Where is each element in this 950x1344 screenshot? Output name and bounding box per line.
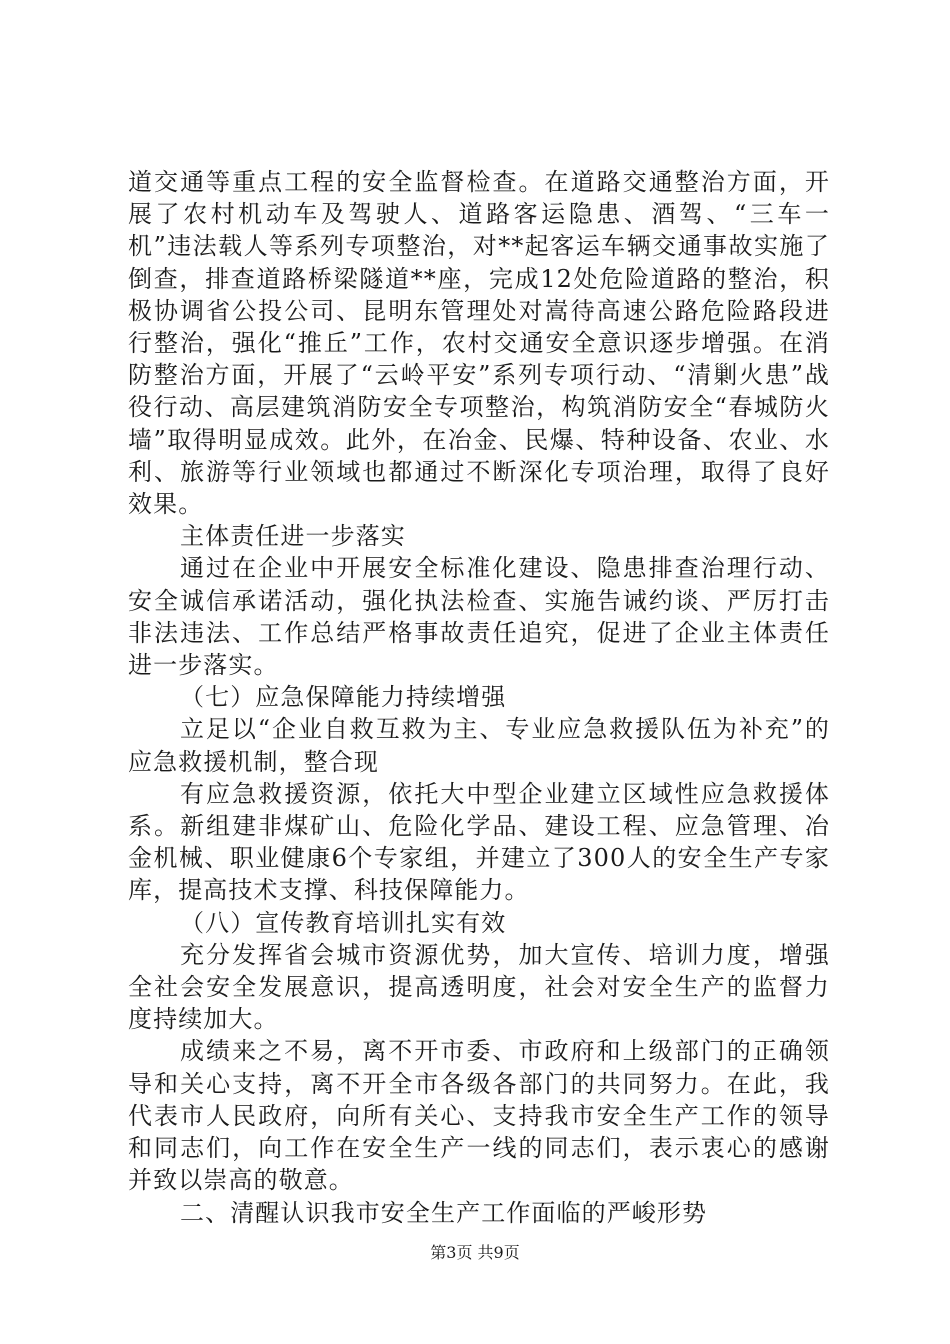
document-body: [128, 166, 830, 1229]
page-number-footer: 第3页 共9页: [430, 1243, 520, 1262]
heading-section-2: 二、清醒认识我市安全生产工作面临的严峻形势: [180, 1198, 708, 1227]
paragraph-emergency-resources: 有应急救援资源，依托大中型企业建立区域性应急救援体系。新组建非煤矿山、危险化学品、建设工程、应急管理、冶金机械、职业健康6个专家组，并建立了300人的安全生产专家库，提高技术支撑、科技保障能力。: [128, 779, 830, 905]
heading-main-responsibility: 主体责任进一步落实: [180, 522, 406, 551]
paragraph-road-fire-rectification: 道交通等重点工程的安全监督检查。在道路交通整治方面，开展了农村机动车及驾驶人、道路客运隐患、酒驾、“三车一机”违法载人等系列专项整治，对**起客运车辆交通事故实施了倒查，排查道路桥梁隧道**座，完成12处危险道路的整治，积极协调省公投公司、昆明东管理处对嵩待高速公路危险路段进行整治，强化“推丘”工作，农村交通安全意识逐步增强。在消防整治方面，开展了“云岭平安”系列专项行动、“清剿火患”战役行动、高层建筑消防安全专项整治，构筑消防安全“春城防火墙”取得明显成效。此外，在冶金、民爆、特种设备、农业、水利、旅游等行业领域也都通过不断深化专项治理，取得了良好效果。: [128, 168, 830, 519]
paragraph-acknowledgement: 成绩来之不易，离不开市委、市政府和上级部门的正确领导和关心支持，离不开全市各级各部门的共同努力。在此，我代表市人民政府，向所有关心、支持我市安全生产工作的领导和同志们，向工作在安全生产一线的同志们，表示衷心的感谢并致以崇高的敬意。: [128, 1037, 830, 1195]
heading-section-7: （七）应急保障能力持续增强: [180, 683, 507, 712]
paragraph-publicity-training: 充分发挥省会城市资源优势，加大宣传、培训力度，增强全社会安全发展意识，提高透明度，社会对安全生产的监督力度持续加大。: [128, 940, 830, 1034]
paragraph-main-responsibility: 通过在企业中开展安全标准化建设、隐患排查治理行动、安全诚信承诺活动，强化执法检查、实施告诫约谈、严厉打击非法违法、工作总结严格事故责任追究，促进了企业主体责任进一步落实。: [128, 554, 830, 680]
paragraph-emergency-mechanism: 立足以“企业自救互救为主、专业应急救援队伍为补充”的应急救援机制，整合现: [128, 715, 830, 776]
heading-section-8: （八）宣传教育培训扎实有效: [180, 908, 507, 937]
